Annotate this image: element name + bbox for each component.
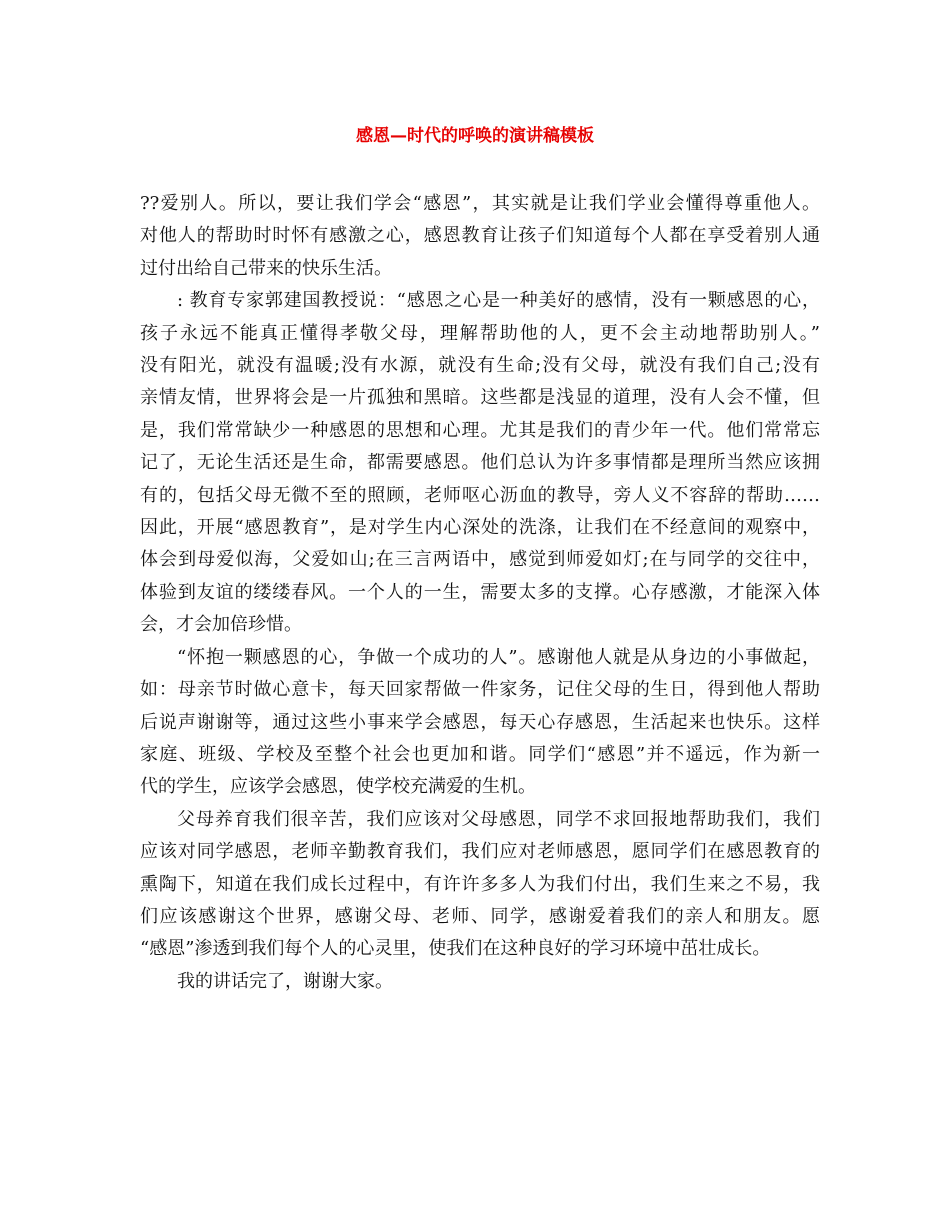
text-line: 没有阳光，就没有温暖;没有水源，就没有生命;没有父母，就没有我们自己;没有 — [140, 355, 820, 377]
paragraph — [140, 804, 820, 966]
text-line: 有的，包括父母无微不至的照顾，老师呕心沥血的教导，旁人义不容辞的帮助…… — [140, 484, 820, 506]
text-line: 是，我们常常缺少一种感恩的思想和心理。尤其是我们的青少年一代。他们常常忘 — [140, 419, 820, 441]
text-line: 体会到母爱似海，父爱如山;在三言两语中，感觉到师爱如灯;在与同学的交往中， — [140, 549, 820, 571]
text-line: 后说声谢谢等，通过这些小事来学会感恩，每天心存感恩，生活起来也快乐。这样 — [140, 711, 820, 733]
document-body — [140, 188, 820, 998]
paragraph — [140, 188, 820, 285]
text-line: 会，才会加倍珍惜。 — [140, 614, 302, 636]
text-line: 因此，开展“感恩教育”，是对学生内心深处的洗涤，让我们在不经意间的观察中， — [140, 517, 820, 539]
text-line: 孩子永远不能真正懂得孝敬父母，理解帮助他的人，更不会主动地帮助别人。” — [140, 322, 820, 344]
text-line: 我的讲话完了，谢谢大家。 — [177, 970, 393, 992]
paragraph — [140, 642, 820, 804]
text-line: 过付出给自己带来的快乐生活。 — [140, 257, 392, 279]
paragraph — [140, 285, 820, 641]
text-line: 家庭、班级、学校及至整个社会也更加和谐。同学们“感恩”并不遥远，作为新一 — [140, 743, 820, 765]
text-line: 体验到友谊的缕缕春风。一个人的一生，需要太多的支撑。心存感激，才能深入体 — [140, 581, 820, 603]
text-line: 们应该感谢这个世界，感谢父母、老师、同学，感谢爱着我们的亲人和朋友。愿 — [140, 905, 820, 927]
text-line: 熏陶下，知道在我们成长过程中，有许许多多人为我们付出，我们生来之不易，我 — [140, 873, 820, 895]
text-line: 代的学生，应该学会感恩，使学校充满爱的生机。 — [140, 776, 536, 798]
text-line: 应该对同学感恩，老师辛勤教育我们，我们应对老师感恩，愿同学们在感恩教育的 — [140, 841, 820, 863]
text-line: “感恩”渗透到我们每个人的心灵里，使我们在这种良好的学习环境中茁壮成长。 — [140, 938, 771, 960]
paragraph — [140, 966, 820, 998]
text-line: ??爱别人。所以，要让我们学会“感恩”，其实就是让我们学业会懂得尊重他人。 — [140, 193, 820, 214]
text-line: “怀抱一颗感恩的心，争做一个成功的人”。感谢他人就是从身边的小事做起， — [177, 646, 820, 668]
text-line: 亲情友情，世界将会是一片孤独和黑暗。这些都是浅显的道理，没有人会不懂，但 — [140, 387, 820, 409]
text-line: 记了，无论生活还是生命，都需要感恩。他们总认为许多事情都是理所当然应该拥 — [140, 452, 820, 474]
text-line: 父母养育我们很辛苦，我们应该对父母感恩，同学不求回报地帮助我们，我们 — [177, 808, 820, 830]
text-line: 对他人的帮助时时怀有感激之心，感恩教育让孩子们知道每个人都在享受着别人通 — [140, 225, 820, 247]
text-line: 如：母亲节时做心意卡，每天回家帮做一件家务，记住父母的生日，得到他人帮助 — [140, 679, 820, 701]
document-title: 感恩—时代的呼唤的演讲稿模板 — [356, 126, 594, 146]
text-line: : 教育专家郭建国教授说：“感恩之心是一种美好的感情，没有一颗感恩的心， — [177, 290, 820, 312]
